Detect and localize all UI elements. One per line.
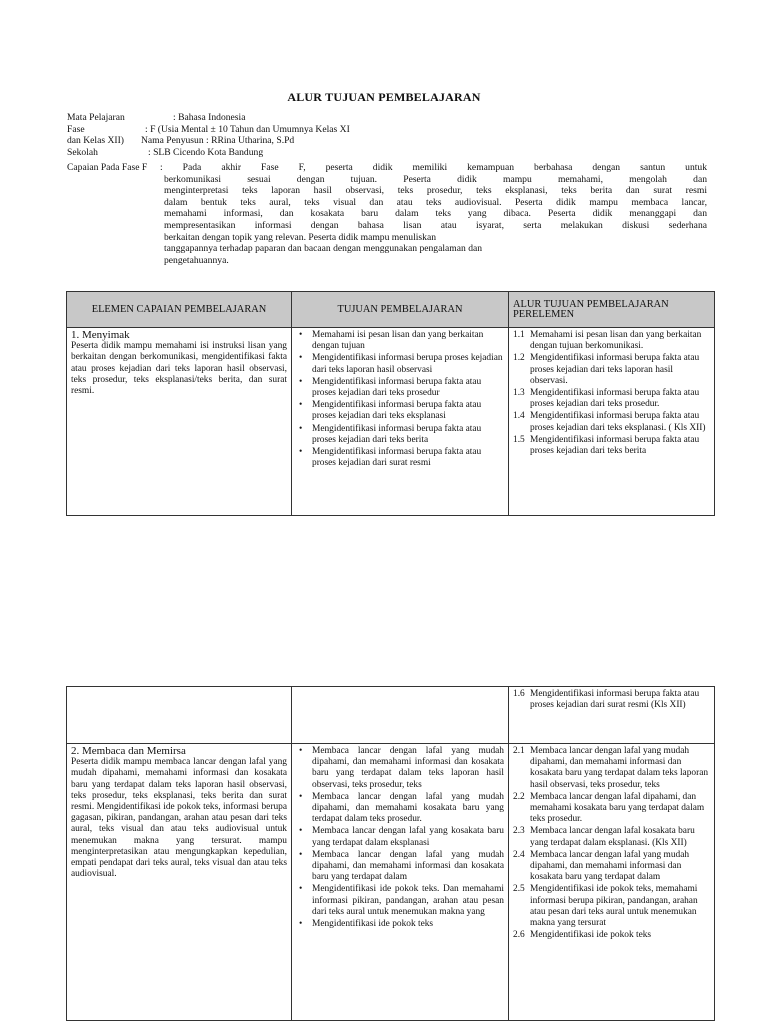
meta-row-phase	[67, 124, 707, 136]
header-tujuan: TUJUAN PEMBELAJARAN	[292, 292, 509, 328]
list-item: • Mengidentifikasi informasi berupa fakta atau proses kejadian dari teks prosedur	[312, 377, 504, 399]
list-item: • Mengidentifikasi informasi berupa fakta atau proses kejadian dari teks berita	[312, 424, 504, 446]
capaian-line: berkomunikasi sesuai dengan tujuan. Peserta didik mampu memahami, mengolah dan	[164, 173, 707, 185]
list-item: 2.2 Membaca lancar dengan lafal dipahami, dan memahami kosakata baru yang terdapat dalam teks prosedur.	[513, 791, 705, 825]
element-title: 1. Menyimak	[71, 329, 130, 341]
cell-empty	[292, 687, 509, 744]
cell-elemen-menyimak	[67, 328, 292, 516]
list-item: • Membaca lancar dengan lafal yang mudah dipahami, dan memahami kosakata baru yang terdapat dalam teks prosedur.	[312, 792, 504, 826]
atp-table-page1	[66, 291, 715, 516]
atp-table-page2	[66, 686, 715, 1021]
list-item: 1.3 Mengidentifikasi informasi berupa fakta atau proses kejadian dari teks prosedur.	[513, 388, 700, 410]
list-item: 2.1 Membaca lancar dengan lafal yang mudah dipahami, dan memahami informasi dan kosakata baru yang terdapat dalam teks laporan hasil observasi, teks prosedur, teks	[513, 746, 709, 790]
tujuan-list	[296, 746, 504, 930]
capaian-line: tanggapannya terhadap paparan dan bacaan dengan menggunakan pengalaman dan	[164, 243, 483, 255]
list-item: 1.6 Mengidentifikasi informasi berupa fakta atau proses kejadian dari surat resmi (Kls XII)	[513, 689, 700, 711]
list-item: 1.1 Memahami isi pesan lisan dan yang berkaitan dengan tujuan berkomunikasi.	[513, 330, 702, 352]
list-item: 2.4 Membaca lancar dengan lafal yang mudah dipahami, dan memahami informasi dan kosakata baru yang terdapat dalam	[513, 849, 690, 883]
meta-label-school: Sekolah	[67, 147, 98, 159]
list-item: 1.5 Mengidentifikasi informasi berupa fakta atau proses kejadian dari teks berita	[513, 434, 700, 457]
list-item: 1.4 Mengidentifikasi informasi berupa fakta atau proses kejadian dari teks eksplanasi. ( Kls XII)	[513, 411, 706, 433]
cell-empty	[67, 687, 292, 744]
document-title: ALUR TUJUAN PEMBELAJARAN	[287, 90, 481, 104]
meta-label-class: dan Kelas XII)	[67, 135, 125, 147]
element-title: 2. Membaca dan Memirsa	[71, 746, 186, 757]
list-item: • Membaca lancar dengan lafal yang mudah dipahami, dan memahami informasi dan kosakata baru yang terdapat dalam teks laporan hasil observasi, teks prosedur, teks	[312, 746, 504, 791]
list-item: • Mengidentifikasi ide pokok teks. Dan memahami informasi pikiran, pandangan, arahan atau pesan dari teks aural untuk menemukan makna yang	[312, 884, 504, 918]
capaian-label: Capaian Pada Fase F	[67, 162, 148, 173]
list-item: • Mengidentifikasi ide pokok teks	[312, 919, 504, 930]
capaian-line: : Pada akhir Fase F, peserta didik memiliki kemampuan berbahasa dengan santun untuk	[160, 162, 707, 173]
element-text: Peserta didik mampu membaca lancar dengan lafal yang mudah dipahami, memahami informasi dan kosakata baru yang terdapat dalam teks laporan hasil observasi, teks prosedur, teks eksplanasi, teks berita dan surat resmi. Mengidentifikasi ide pokok teks, informasi berupa gagasan, pikiran, pandangan, arahan atau pesan dari teks aural, teks visual dan atau teks audiovisual untuk menemukan makna yang tersurat. mampu menginterpretasikan atau mengungkapkan kepedulian, empati pendapat dari teks aural, teks visual dan atau teks audiovisual.	[71, 757, 287, 880]
meta-row-school	[67, 147, 707, 159]
table-row-continued	[67, 687, 715, 744]
tujuan-list	[296, 330, 504, 469]
list-item: 2.3 Membaca lancar dengan lafal kosakata baru yang terdapat dalam eksplanasi. (Kls XII)	[513, 826, 695, 848]
cell-alur-continued	[509, 687, 715, 744]
capaian-line: dalam bentuk teks aural, teks visual dan atau teks audiovisual. Peserta didik mampu membaca lancar,	[164, 196, 707, 208]
meta-row-subject	[67, 112, 707, 124]
element-text: Peserta didik mampu memahami isi instruksi lisan yang berkaitan dengan berkomunikasi, mengidentifikasi fakta atau proses kejadian dari teks laporan hasil observasi, teks prosedur, teks eksplanasi/teks berita, dan surat resmi.	[71, 341, 287, 397]
meta-block	[67, 112, 707, 159]
cell-tujuan-menyimak	[292, 328, 509, 516]
cell-tujuan-membaca	[292, 744, 509, 1021]
capaian-line: menginterpretasi teks laporan hasil observasi, teks prosedur, teks eksplanasi, teks berita dan surat resmi	[164, 185, 707, 197]
meta-label-phase: Fase	[67, 123, 85, 135]
capaian-line: memahami informasi, dan kosakata baru dalam teks yang dibaca. Peserta didik menanggapi dan	[164, 208, 707, 220]
capaian-line: berkaitan dengan topik yang relevan. Peserta didik mampu menuliskan	[164, 231, 437, 243]
meta-value-subject: : Bahasa Indonesia	[173, 112, 246, 123]
list-item: • Mengidentifikasi informasi berupa fakta atau proses kejadian dari teks eksplanasi	[312, 400, 504, 422]
meta-value-phase: : F (Usia Mental ± 10 Tahun dan Umumnya Kelas XI	[145, 123, 350, 135]
list-item: 2.6 Mengidentifikasi ide pokok teks	[513, 930, 652, 941]
alur-list	[513, 330, 710, 457]
header-elemen: ELEMEN CAPAIAN PEMBELAJARAN	[67, 292, 292, 328]
list-item: 2.5 Mengidentifikasi ide pokok teks, memahami informasi berupa pikiran, pandangan, arahan atau pesan dari teks aural untuk menemukan makna yang tersurat	[513, 884, 698, 929]
meta-value-author: Nama Penyusun : RRina Utharina, S.Pd	[141, 135, 295, 147]
capaian-line: mempresentasikan informasi dengan bahasa lisan atau isyarat, serta melakukan diskusi sederhana	[164, 219, 707, 231]
meta-label-subject: Mata Pelajaran	[67, 112, 125, 123]
header-alur: ALUR TUJUAN PEMBELAJARAN PERELEMEN	[509, 292, 715, 328]
list-item: • Membaca lancar dengan lafal yang mudah dipahami, dan memahami informasi dan kosakata baru yang terdapat dalam	[312, 850, 504, 884]
meta-row-author	[67, 135, 707, 147]
cell-alur-menyimak	[509, 328, 715, 516]
list-item: • Mengidentifikasi informasi berupa fakta atau proses kejadian dari surat resmi	[312, 447, 504, 469]
list-item: • Mengidentifikasi informasi berupa proses kejadian dari teks laporan hasil observasi	[312, 353, 504, 375]
capaian-text	[160, 162, 707, 266]
table-row-menyimak	[67, 328, 715, 516]
capaian-line: pengetahuannya.	[164, 254, 229, 266]
table-row-membaca	[67, 744, 715, 1021]
list-item: 1.2 Mengidentifikasi informasi berupa fakta atau proses kejadian dari teks laporan hasil observasi.	[513, 353, 700, 386]
list-item: • Memahami isi pesan lisan dan yang berkaitan dengan tujuan	[312, 330, 504, 352]
meta-value-school: : SLB Cicendo Kota Bandung	[148, 147, 264, 159]
cell-alur-membaca	[509, 744, 715, 1021]
list-item: • Membaca lancar dengan lafal yang kosakata baru yang terdapat dalam eksplanasi	[312, 826, 504, 848]
alur-list	[513, 746, 710, 941]
table-header-row	[67, 292, 715, 328]
cell-elemen-membaca	[67, 744, 292, 1021]
